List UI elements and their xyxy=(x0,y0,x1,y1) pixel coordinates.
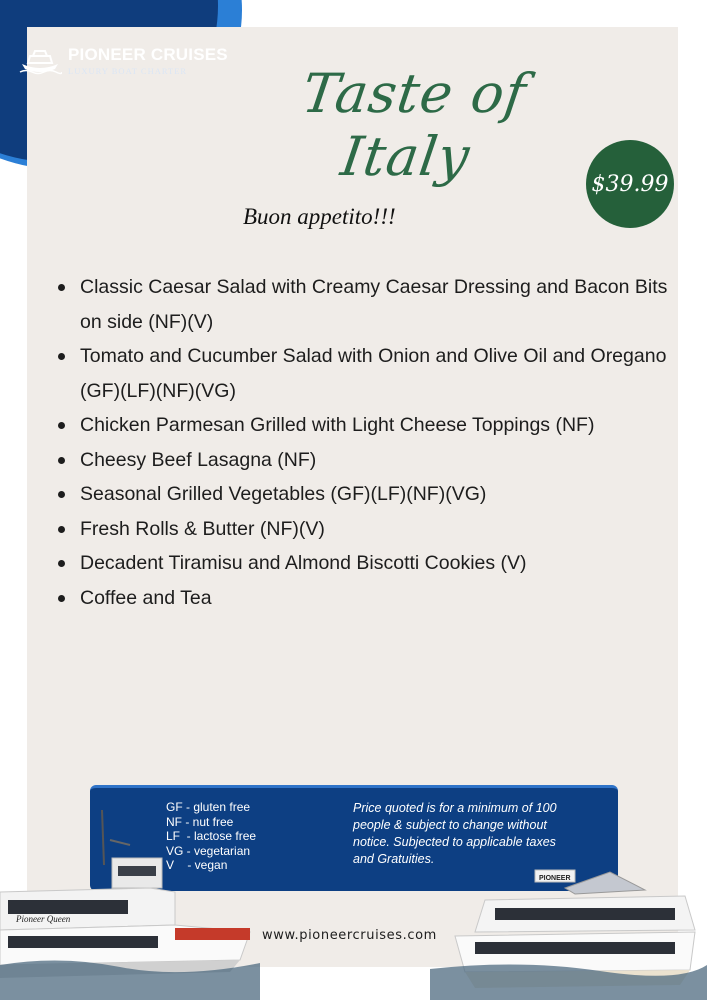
menu-item: Seasonal Grilled Vegetables (GF)(LF)(NF)(VG) xyxy=(80,477,670,512)
menu-item: Fresh Rolls & Butter (NF)(V) xyxy=(80,512,670,547)
price-text: $39.99 xyxy=(591,171,669,197)
menu-item: Tomato and Cucumber Salad with Onion and Olive Oil and Oregano (GF)(LF)(NF)(VG) xyxy=(80,339,670,408)
ship-logo-icon xyxy=(18,44,62,76)
menu-subtitle: Buon appetito!!! xyxy=(243,204,396,229)
brand-tagline: LUXURY BOAT CHARTER xyxy=(68,65,188,76)
legend-item: V - vegan xyxy=(166,858,228,872)
legend-item: VG - vegetarian xyxy=(166,843,251,858)
boat-right-name: PIONEER xyxy=(539,875,571,882)
water-image xyxy=(0,955,707,1000)
menu-item: Coffee and Tea xyxy=(80,581,670,616)
legend-item: GF - gluten free xyxy=(166,800,251,814)
menu-title: Taste of Italy xyxy=(298,62,531,188)
menu-item: Chicken Parmesan Grilled with Light Cheese Toppings (NF) xyxy=(80,408,670,443)
menu-item: Cheesy Beef Lasagna (NF) xyxy=(80,443,670,478)
brand-header[interactable] xyxy=(18,44,228,76)
menu-item: Decadent Tiramisu and Almond Biscotti Cookies (V) xyxy=(80,546,670,581)
website-link[interactable]: www.pioneercruises.com xyxy=(262,928,437,943)
price-disclaimer: Price quoted is for a minimum of 100 people & subject to change without notice. Subjected to applicable taxes and Gratuities. xyxy=(353,801,557,866)
price-badge xyxy=(586,140,674,228)
brand-name: PIONEER CRUISES xyxy=(68,44,228,64)
menu-item: Classic Caesar Salad with Creamy Caesar Dressing and Bacon Bits on side (NF)(V) xyxy=(80,270,670,339)
boat-left-name: Pioneer Queen xyxy=(16,914,71,924)
legend-item: NF - nut free xyxy=(166,814,234,829)
legend-item: LF - lactose free xyxy=(166,829,257,843)
menu-list xyxy=(80,270,670,615)
